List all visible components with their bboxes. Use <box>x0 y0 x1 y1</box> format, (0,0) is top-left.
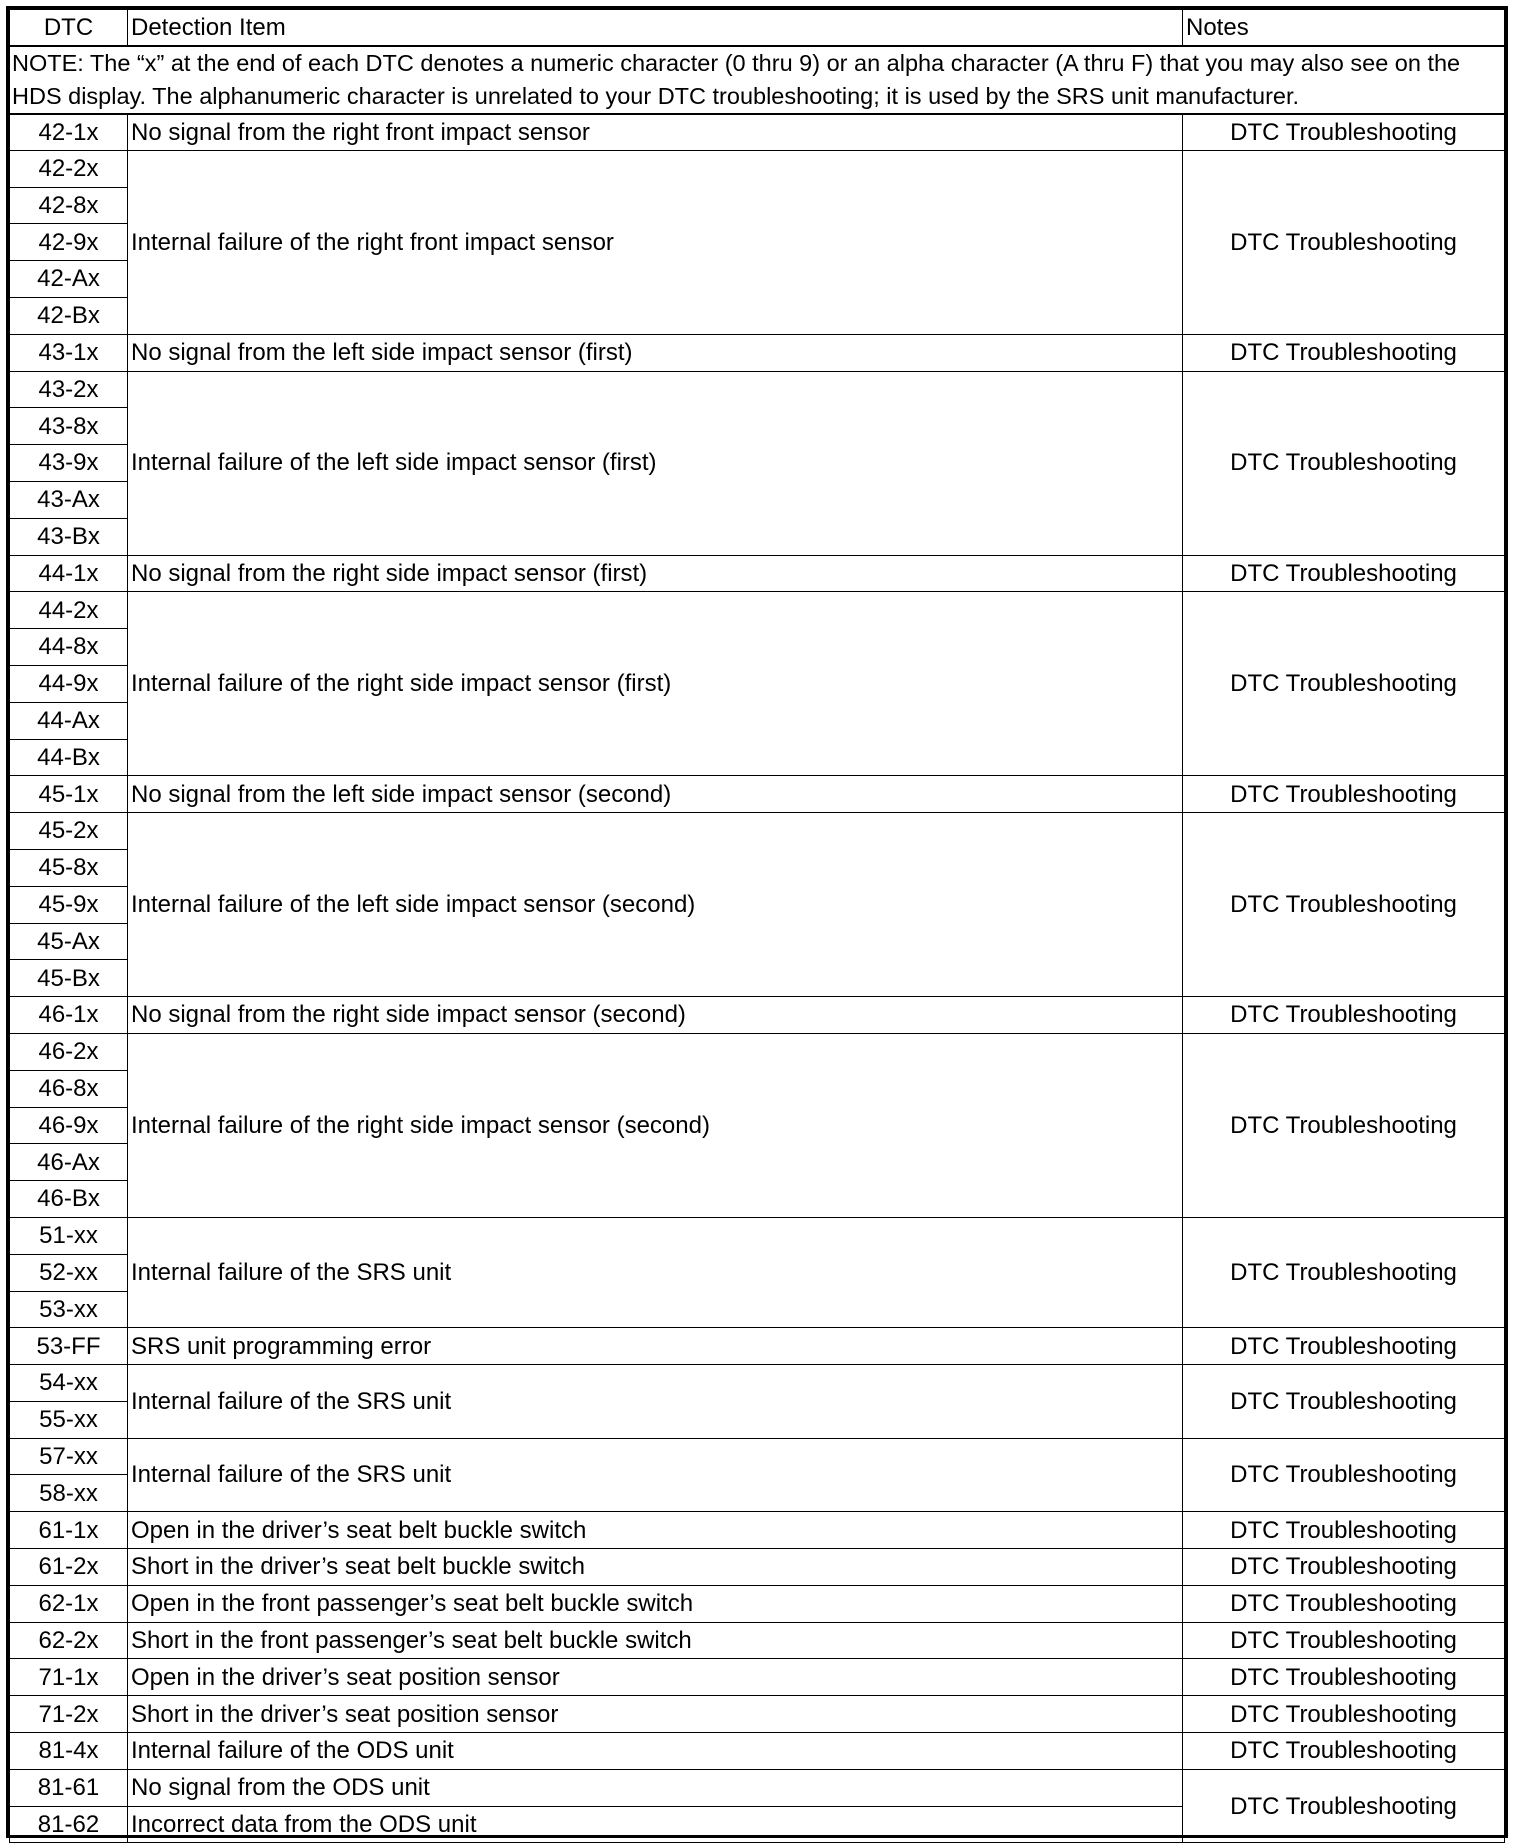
detection-item: No signal from the right side impact sensor (second) <box>128 997 1183 1034</box>
dtc-code: 62-2x <box>10 1622 128 1659</box>
notes-cell: DTC Troubleshooting <box>1183 1365 1505 1439</box>
dtc-code: 57-xx <box>10 1438 128 1475</box>
dtc-code: 71-2x <box>10 1696 128 1733</box>
dtc-code: 44-1x <box>10 555 128 592</box>
detection-item: Short in the driver’s seat belt buckle switch <box>128 1549 1183 1586</box>
detection-item: Internal failure of the ODS unit <box>128 1733 1183 1770</box>
table-row <box>10 1659 1505 1696</box>
table-row <box>10 555 1505 592</box>
dtc-code: 43-Ax <box>10 481 128 518</box>
notes-cell: DTC Troubleshooting <box>1183 813 1505 997</box>
dtc-code: 45-Bx <box>10 960 128 997</box>
dtc-code: 44-9x <box>10 665 128 702</box>
table-row <box>10 1549 1505 1586</box>
notes-cell: DTC Troubleshooting <box>1183 1659 1505 1696</box>
notes-cell: DTC Troubleshooting <box>1183 997 1505 1034</box>
dtc-code: 44-2x <box>10 592 128 629</box>
detection-item: No signal from the left side impact sensor (second) <box>128 776 1183 813</box>
dtc-code: 42-9x <box>10 224 128 261</box>
dtc-code: 43-9x <box>10 445 128 482</box>
detection-item: Short in the driver’s seat position sensor <box>128 1696 1183 1733</box>
dtc-code: 43-1x <box>10 334 128 371</box>
detection-item: Internal failure of the SRS unit <box>128 1217 1183 1327</box>
dtc-code: 71-1x <box>10 1659 128 1696</box>
dtc-code: 42-8x <box>10 187 128 224</box>
dtc-code: 52-xx <box>10 1254 128 1291</box>
detection-item: Internal failure of the right side impact sensor (first) <box>128 592 1183 776</box>
detection-item: No signal from the ODS unit <box>128 1769 1183 1806</box>
notes-cell: DTC Troubleshooting <box>1183 1438 1505 1512</box>
table-row <box>10 1696 1505 1733</box>
dtc-code: 44-Bx <box>10 739 128 776</box>
table-row <box>10 592 1505 629</box>
notes-cell: DTC Troubleshooting <box>1183 1585 1505 1622</box>
dtc-code: 55-xx <box>10 1401 128 1438</box>
detection-item: Incorrect data from the ODS unit <box>128 1806 1183 1843</box>
table-row <box>10 334 1505 371</box>
dtc-code: 81-62 <box>10 1806 128 1843</box>
note-text: NOTE: The “x” at the end of each DTC denotes a numeric character (0 thru 9) or an alpha character (A thru F) that you may also see on the HDS display. The alphanumeric character is unrelated to your DTC troubleshooting; it is used by the SRS unit manufacturer. <box>10 46 1505 114</box>
table-row <box>10 1438 1505 1475</box>
dtc-code: 62-1x <box>10 1585 128 1622</box>
notes-cell: DTC Troubleshooting <box>1183 371 1505 555</box>
dtc-code: 46-Ax <box>10 1144 128 1181</box>
detection-item: No signal from the right side impact sensor (first) <box>128 555 1183 592</box>
notes-cell: DTC Troubleshooting <box>1183 555 1505 592</box>
notes-cell: DTC Troubleshooting <box>1183 1769 1505 1843</box>
table-row <box>10 997 1505 1034</box>
notes-cell: DTC Troubleshooting <box>1183 1512 1505 1549</box>
table-row <box>10 1217 1505 1254</box>
dtc-code: 46-2x <box>10 1033 128 1070</box>
dtc-code: 61-1x <box>10 1512 128 1549</box>
detection-item: Short in the front passenger’s seat belt buckle switch <box>128 1622 1183 1659</box>
detection-item: Internal failure of the SRS unit <box>128 1365 1183 1439</box>
header-detection-item: Detection Item <box>128 10 1183 46</box>
detection-item: Internal failure of the left side impact sensor (second) <box>128 813 1183 997</box>
dtc-code: 61-2x <box>10 1549 128 1586</box>
dtc-code: 46-1x <box>10 997 128 1034</box>
notes-cell: DTC Troubleshooting <box>1183 1549 1505 1586</box>
header-notes: Notes <box>1183 10 1505 46</box>
detection-item: Internal failure of the right side impact sensor (second) <box>128 1033 1183 1217</box>
note-row <box>10 46 1505 114</box>
dtc-code: 45-1x <box>10 776 128 813</box>
dtc-code: 58-xx <box>10 1475 128 1512</box>
detection-item: Open in the driver’s seat belt buckle switch <box>128 1512 1183 1549</box>
notes-cell: DTC Troubleshooting <box>1183 1622 1505 1659</box>
table-row <box>10 776 1505 813</box>
dtc-code: 45-2x <box>10 813 128 850</box>
table-row <box>10 114 1505 151</box>
dtc-code: 42-Ax <box>10 261 128 298</box>
notes-cell: DTC Troubleshooting <box>1183 1696 1505 1733</box>
dtc-code: 81-4x <box>10 1733 128 1770</box>
table-row <box>10 1733 1505 1770</box>
detection-item: Internal failure of the left side impact sensor (first) <box>128 371 1183 555</box>
dtc-code: 46-Bx <box>10 1181 128 1218</box>
notes-cell: DTC Troubleshooting <box>1183 150 1505 334</box>
table-row <box>10 813 1505 850</box>
dtc-code: 53-FF <box>10 1328 128 1365</box>
table-row <box>10 371 1505 408</box>
table-row <box>10 150 1505 187</box>
dtc-code: 54-xx <box>10 1365 128 1402</box>
detection-item: Open in the driver’s seat position sensor <box>128 1659 1183 1696</box>
dtc-code: 45-8x <box>10 849 128 886</box>
notes-cell: DTC Troubleshooting <box>1183 1733 1505 1770</box>
table-row <box>10 1033 1505 1070</box>
notes-cell: DTC Troubleshooting <box>1183 1328 1505 1365</box>
detection-item: No signal from the left side impact sensor (first) <box>128 334 1183 371</box>
dtc-code: 45-Ax <box>10 923 128 960</box>
dtc-code: 42-1x <box>10 114 128 151</box>
dtc-code: 46-8x <box>10 1070 128 1107</box>
dtc-code: 45-9x <box>10 886 128 923</box>
table-row <box>10 1769 1505 1806</box>
notes-cell: DTC Troubleshooting <box>1183 1033 1505 1217</box>
notes-cell: DTC Troubleshooting <box>1183 334 1505 371</box>
detection-item: Internal failure of the right front impact sensor <box>128 150 1183 334</box>
detection-item: No signal from the right front impact sensor <box>128 114 1183 151</box>
dtc-table-document <box>6 6 1508 1838</box>
table-row <box>10 1622 1505 1659</box>
dtc-code: 81-61 <box>10 1769 128 1806</box>
notes-cell: DTC Troubleshooting <box>1183 776 1505 813</box>
dtc-code: 42-Bx <box>10 297 128 334</box>
dtc-table <box>9 9 1505 1843</box>
dtc-code: 43-8x <box>10 408 128 445</box>
dtc-code: 43-2x <box>10 371 128 408</box>
table-row <box>10 1328 1505 1365</box>
detection-item: SRS unit programming error <box>128 1328 1183 1365</box>
detection-item: Open in the front passenger’s seat belt buckle switch <box>128 1585 1183 1622</box>
dtc-code: 43-Bx <box>10 518 128 555</box>
dtc-code: 44-8x <box>10 629 128 666</box>
dtc-table-body <box>10 10 1505 1843</box>
notes-cell: DTC Troubleshooting <box>1183 114 1505 151</box>
table-row <box>10 1365 1505 1402</box>
header-dtc: DTC <box>10 10 128 46</box>
dtc-code: 51-xx <box>10 1217 128 1254</box>
detection-item: Internal failure of the SRS unit <box>128 1438 1183 1512</box>
notes-cell: DTC Troubleshooting <box>1183 592 1505 776</box>
dtc-code: 46-9x <box>10 1107 128 1144</box>
dtc-code: 44-Ax <box>10 702 128 739</box>
table-row <box>10 1512 1505 1549</box>
dtc-code: 42-2x <box>10 150 128 187</box>
table-header-row <box>10 10 1505 46</box>
dtc-code: 53-xx <box>10 1291 128 1328</box>
notes-cell: DTC Troubleshooting <box>1183 1217 1505 1327</box>
table-row <box>10 1585 1505 1622</box>
